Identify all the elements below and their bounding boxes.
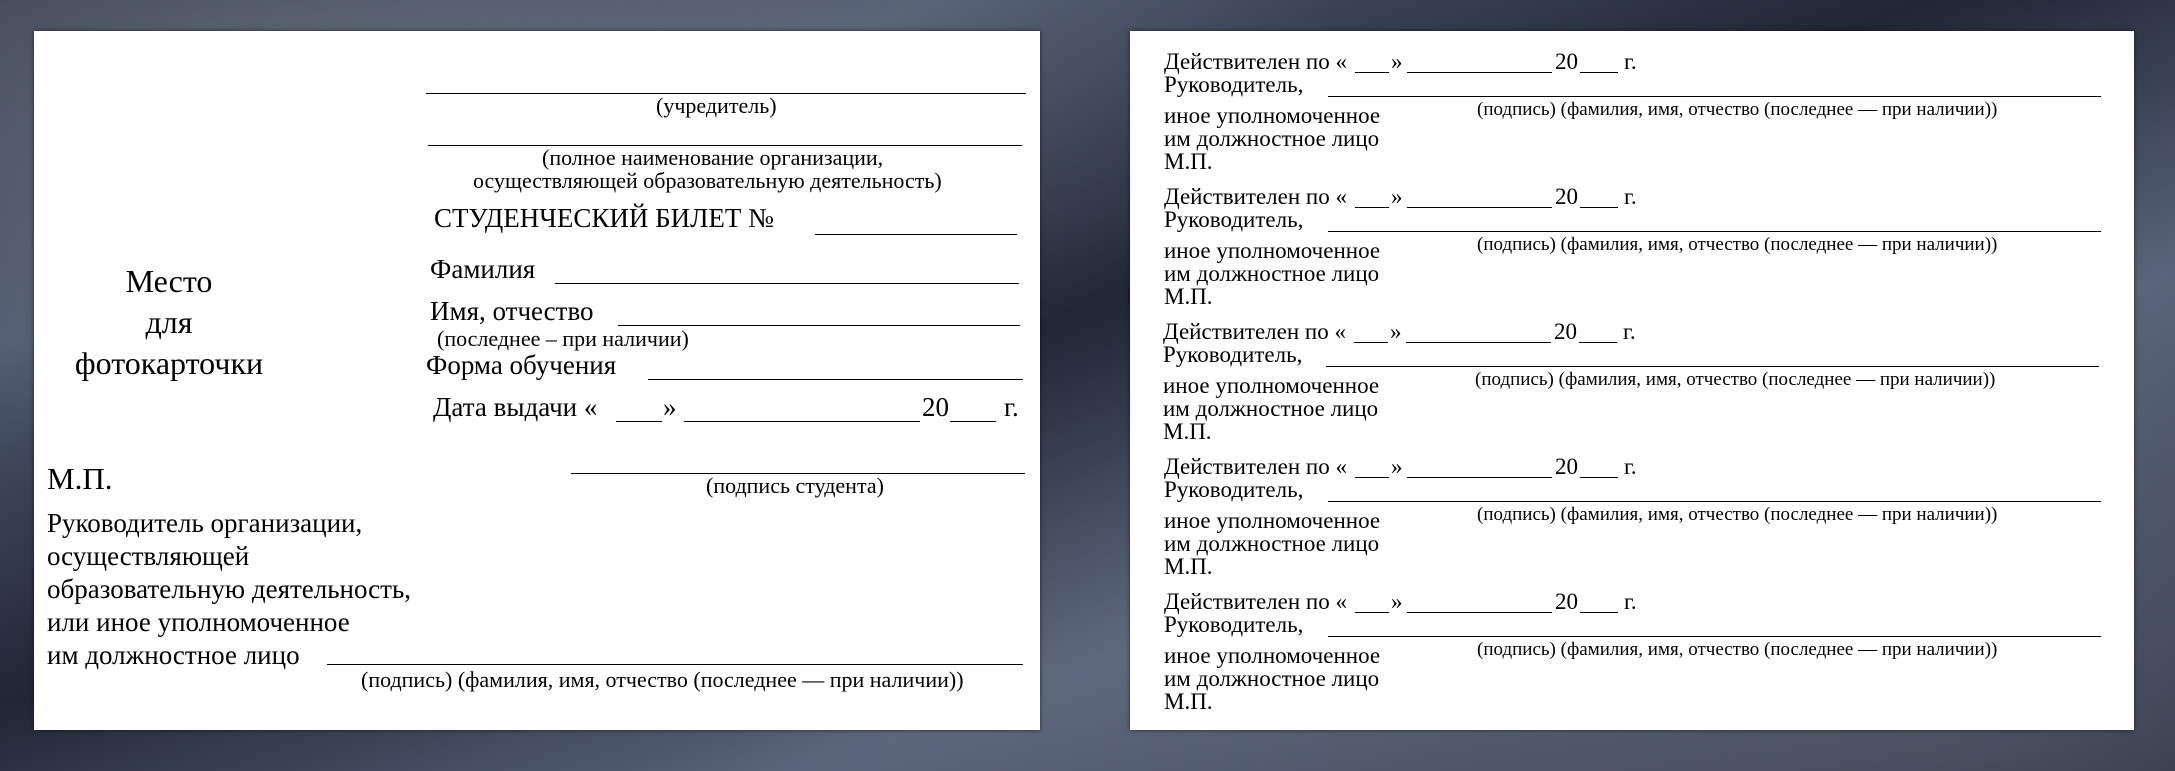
period-stamp-label: М.П. — [1163, 419, 1212, 444]
study-form-field-line[interactable] — [648, 379, 1023, 380]
valid-year-line[interactable] — [1580, 72, 1618, 73]
director-line5: им должностное лицо — [47, 640, 300, 670]
authorized-line2: им должностное лицо — [1164, 126, 1380, 151]
valid-close-quote: » — [1391, 49, 1403, 74]
stamp-label: М.П. — [47, 461, 113, 496]
authorized-person-label — [1164, 509, 1380, 578]
authorized-line1: иное уполномоченное — [1164, 643, 1381, 668]
surname-label: Фамилия — [430, 254, 536, 284]
valid-until-label: Действителен по « — [1164, 454, 1347, 479]
issue-day-line[interactable] — [616, 421, 662, 422]
valid-year-line[interactable] — [1580, 612, 1618, 613]
valid-year-line[interactable] — [1580, 477, 1618, 478]
valid-month-line[interactable] — [1406, 342, 1551, 343]
head-label: Руководитель, — [1164, 612, 1304, 637]
valid-year-prefix: 20 — [1555, 184, 1578, 209]
valid-month-line[interactable] — [1407, 72, 1552, 73]
valid-year-prefix: 20 — [1555, 454, 1578, 479]
valid-year-prefix: 20 — [1554, 319, 1577, 344]
valid-month-line[interactable] — [1407, 477, 1552, 478]
head-signature-line[interactable] — [1328, 231, 2101, 232]
head-signature-caption: (подпись) (фамилия, имя, отчество (последнее — при наличии)) — [1477, 234, 1998, 255]
head-label: Руководитель, — [1163, 342, 1303, 367]
authorized-line1: иное уполномоченное — [1163, 373, 1380, 398]
head-signature-caption: (подпись) (фамилия, имя, отчество (последнее — при наличии)) — [1477, 99, 1998, 120]
authorized-person-label — [1163, 374, 1379, 443]
valid-day-line[interactable] — [1354, 342, 1388, 343]
valid-day-line[interactable] — [1355, 612, 1389, 613]
valid-month-line[interactable] — [1407, 612, 1552, 613]
valid-year-suffix: г. — [1624, 49, 1637, 74]
authorized-line2: им должностное лицо — [1164, 261, 1380, 286]
issue-month-line[interactable] — [684, 421, 920, 422]
valid-day-line[interactable] — [1355, 72, 1389, 73]
authorized-line1: иное уполномоченное — [1164, 103, 1381, 128]
head-label: Руководитель, — [1164, 207, 1304, 232]
surname-field-line[interactable] — [555, 283, 1019, 284]
period-stamp-label: М.П. — [1164, 284, 1213, 309]
authorized-line2: им должностное лицо — [1163, 396, 1379, 421]
valid-year-prefix: 20 — [1555, 49, 1578, 74]
valid-year-line[interactable] — [1580, 207, 1618, 208]
authorized-person-label — [1164, 644, 1380, 713]
head-label: Руководитель, — [1164, 72, 1304, 97]
validity-period-3 — [1130, 301, 2134, 444]
founder-caption: (учредитель) — [656, 93, 777, 118]
photo-placeholder — [44, 261, 294, 384]
issue-year-line[interactable] — [950, 421, 996, 422]
head-signature-caption: (подпись) (фамилия, имя, отчество (последнее — при наличии)) — [1477, 639, 1998, 660]
authorized-line2: им должностное лицо — [1164, 531, 1380, 556]
valid-day-line[interactable] — [1355, 477, 1389, 478]
head-signature-line[interactable] — [1326, 366, 2099, 367]
director-line1: Руководитель организации, — [47, 508, 363, 538]
director-signature-line[interactable] — [327, 664, 1023, 665]
validity-period-1 — [1130, 31, 2134, 174]
valid-until-label: Действителен по « — [1164, 49, 1347, 74]
authorized-line1: иное уполномоченное — [1164, 508, 1381, 533]
director-signature-caption: (подпись) (фамилия, имя, отчество (последнее — при наличии)) — [361, 667, 964, 692]
valid-close-quote: » — [1391, 589, 1403, 614]
issue-date-close-quote: » — [663, 392, 677, 422]
valid-close-quote: » — [1391, 184, 1403, 209]
period-stamp-label: М.П. — [1164, 149, 1213, 174]
photo-label-line3: фотокарточки — [74, 345, 264, 381]
valid-until-label: Действителен по « — [1164, 184, 1347, 209]
valid-year-suffix: г. — [1624, 184, 1637, 209]
head-signature-line[interactable] — [1328, 96, 2101, 97]
head-signature-caption: (подпись) (фамилия, имя, отчество (последнее — при наличии)) — [1475, 369, 1996, 390]
valid-until-label: Действителен по « — [1163, 319, 1346, 344]
authorized-line2: им должностное лицо — [1164, 666, 1380, 691]
student-signature-caption: (подпись студента) — [706, 473, 884, 498]
ticket-title: СТУДЕНЧЕСКИЙ БИЛЕТ № — [434, 203, 774, 233]
period-stamp-label: М.П. — [1164, 689, 1213, 714]
valid-year-suffix: г. — [1624, 589, 1637, 614]
head-signature-line[interactable] — [1328, 636, 2101, 637]
name-note: (последнее – при наличии) — [437, 326, 689, 351]
director-block — [47, 507, 411, 672]
photo-label-line1: Место — [125, 263, 213, 299]
authorized-person-label — [1164, 104, 1380, 173]
head-signature-caption: (подпись) (фамилия, имя, отчество (последнее — при наличии)) — [1477, 504, 1998, 525]
director-line4: или иное уполномоченное — [47, 607, 350, 637]
name-label: Имя, отчество — [430, 296, 594, 326]
organization-caption-line1: (полное наименование организации, — [542, 145, 884, 170]
issue-year-suffix: г. — [1004, 392, 1019, 422]
valid-until-label: Действителен по « — [1164, 589, 1347, 614]
student-card-front — [34, 31, 1040, 730]
issue-year-prefix: 20 — [922, 392, 949, 422]
valid-year-line[interactable] — [1579, 342, 1617, 343]
study-form-label: Форма обучения — [426, 350, 617, 380]
authorized-person-label — [1164, 239, 1380, 308]
valid-close-quote: » — [1391, 454, 1403, 479]
ticket-number-line — [815, 234, 1017, 235]
head-signature-line[interactable] — [1328, 501, 2101, 502]
valid-year-suffix: г. — [1623, 319, 1636, 344]
validity-period-4 — [1130, 436, 2134, 579]
photo-label-line2: для — [145, 304, 193, 340]
validity-period-5 — [1130, 571, 2134, 714]
head-label: Руководитель, — [1164, 477, 1304, 502]
valid-day-line[interactable] — [1355, 207, 1389, 208]
organization-caption-line2: осуществляющей образовательную деятельность) — [473, 168, 942, 193]
validity-period-2 — [1130, 166, 2134, 309]
valid-year-prefix: 20 — [1555, 589, 1578, 614]
period-stamp-label: М.П. — [1164, 554, 1213, 579]
director-line2: осуществляющей — [47, 541, 250, 571]
valid-year-suffix: г. — [1624, 454, 1637, 479]
director-line3: образовательную деятельность, — [47, 574, 412, 604]
student-card-validity-page — [1130, 31, 2134, 730]
issue-date-label: Дата выдачи « — [433, 392, 598, 422]
authorized-line1: иное уполномоченное — [1164, 238, 1381, 263]
valid-close-quote: » — [1390, 319, 1402, 344]
valid-month-line[interactable] — [1407, 207, 1552, 208]
